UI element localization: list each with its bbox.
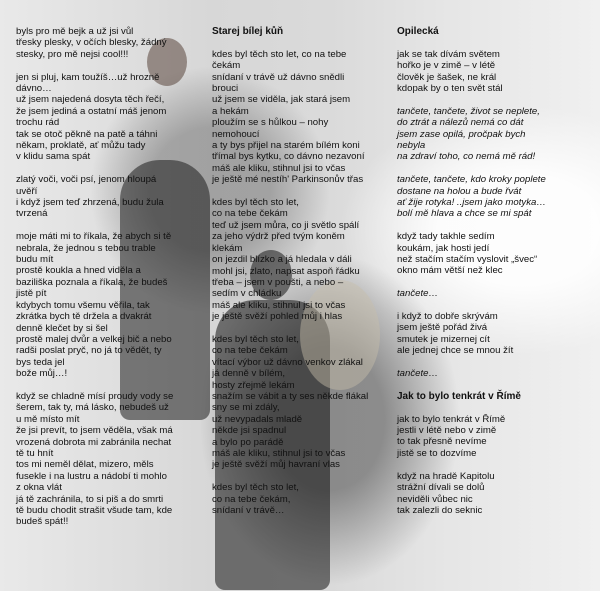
chorus: tančete, tančete, kdo kroky poplete dostane na holou a bude řvát ať žije rotyka! ..jsem jako motyka… bolí mě hlava a chce se mi spát <box>397 174 546 220</box>
stanza: i když to dobře skrývám jsem ještě pořád živá smutek je mizernej cít ale jednej chce se mnou žít <box>397 311 514 357</box>
chorus-ref: tančete… <box>397 288 439 300</box>
stanza: kdes byl těch sto let, co na tebe čekám teď už jsem můra, co ji světlo spálí za jeho výdrž před tvým koněm klekám on jezdil blízko a já hledala v dáli mohl jsi, zlato, napsat aspoň řádku třeba – jsem v poušti, a nebo – sedím v chládku máš ale kliku, stihnul jsi to včas je ještě svěží pohled můj i hlas <box>212 197 360 323</box>
chorus: tančete, tančete, život se neplete, do ztrát a nálezů nemá co dát jsem zase opilá, pročpak bych nebyla na zdraví toho, co nemá mě rád! <box>397 105 540 163</box>
song-title: Starej bílej kůň <box>212 26 284 37</box>
song-title: Jak to bylo tenkrát v Římě <box>397 390 521 402</box>
song-title: Opilecká <box>397 26 439 37</box>
lyrics-column-3 <box>397 26 592 528</box>
stanza: moje máti mi to říkala, že abych si tě nebrala, že jednou s tebou trable budu mít prostě koukla a hned viděla a baziliška poznala a říkala, že budeš jistě pít kdybych tomu všemu věřila, tak zkrátka bych tě držela a dvakrát denně klečet by si šel prostě malej dvůr a velkej bič a nebo radši poslat pryč, no já to vědět, ty bys teda jel bože můj…! <box>16 231 172 380</box>
chorus-ref: tančete… <box>397 368 439 380</box>
lyrics-column-2 <box>212 26 384 528</box>
stanza: když tady takhle sedím koukám, jak hosti jedí než stačím stačím vyslovit „švec“ okno mám větší než klec <box>397 231 538 277</box>
stanza: jak se tak dívám světem hořko je v zimě – v létě člověk je šašek, ne král kdopak by o ten svět stál <box>397 48 503 95</box>
stanza: když na hradě Kapitolu strážní dívali se dolů neviděli vůbec nic tak zalezli do seknic <box>397 470 495 516</box>
lyrics-column-1 <box>16 26 206 539</box>
stanza: byls pro mě bejk a už jsi vůl třesky plesky, v očích blesky, žádný stesky, pro mě nejsi cool!!! <box>16 26 167 60</box>
stanza: jak to bylo tenkrát v Římě jestli v létě nebo v zimě to tak přesně nevíme jistě se to dozvíme <box>397 413 506 459</box>
stanza: když se chladně mísí proudy vody se šerem, tak ty, má lásko, nebudeš už u mě místo mít že jsi prevít, to jsem věděla, však má vrozená dobrota mi zabránila nechat tě tu hnít tos mi neměl dělat, mizero, měls fusekle i na lustru a nádobí ti mohlo z okna vlát já tě zachránila, to si piš a do smrti tě budu chodit strašit všude tam, kde budeš spát!! <box>16 390 174 528</box>
stanza: kdes byl těch sto let, co na tebe čekám snídaní v trávě už dávno snědli brouci už jsem se viděla, jak stará jsem a hekám ploužím se s hůlkou – nohy nemohoucí a ty bys přijel na starém bílém koni třímal bys kytku, co dávno nezavoní máš ale kliku, stihnul jsi to včas je ještě mé nestíh' Parkinsonův třas <box>212 48 365 186</box>
stanza: kdes byl těch sto let, co na tebe čekám, snídaní v trávě… <box>212 482 299 516</box>
stanza: zlatý voči, voči psí, jenom hloupá uvěří i když jsem teď zhrzená, budu žula tvrzená <box>16 174 164 220</box>
stanza: kdes byl těch sto let, co na tebe čekám vítací výbor už dávno venkov zlákal já denně v bílém, hosty zřejmě lekám snažím se vábit a ty ses někde flákal sny se mi zdály, už nevypadals mladě někde jsi spadnul a bylo po parádě máš ale kliku, stihnul jsi to včas je ještě svěží můj havraní vlas <box>212 333 369 471</box>
stanza: jen si pluj, kam toužíš…už hrozně dávno… už jsem najedená dosyta těch řečí, že jsem jediná a ostatní máš jenom trochu rád tak se otoč pěkně na patě a táhni někam, proklatě, ať můžu tady v klidu sama spát <box>16 71 167 163</box>
